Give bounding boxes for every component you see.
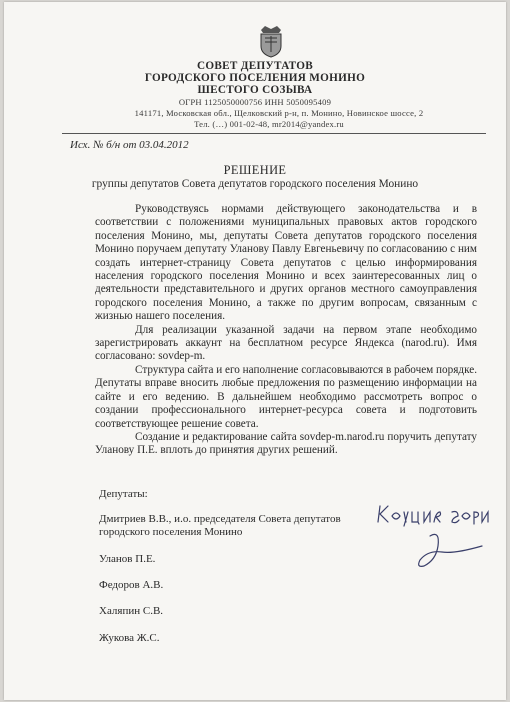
document-body	[95, 203, 477, 458]
signatory: Жукова Ж.С.	[99, 632, 160, 644]
signatory: Федоров А.В.	[99, 579, 164, 591]
postal-address: 141171, Московская обл., Щелковский р-н, п. Монино, Новинское шоссе, 2	[134, 108, 424, 118]
signatory: Халяпин С.В.	[99, 605, 164, 617]
contacts: Тел. (…) 001-02-48, mr2014@yandex.ru	[194, 119, 344, 129]
council-name: СОВЕТ ДЕПУТАТОВ	[196, 60, 313, 72]
document-title: РЕШЕНИЕ	[223, 163, 287, 177]
signatory: Уланов П.Е.	[99, 553, 156, 565]
settlement-name: ГОРОДСКОГО ПОСЕЛЕНИЯ МОНИНО	[144, 72, 366, 84]
registration-ids: ОГРН 1125050000756 ИНН 5050095409	[178, 97, 332, 107]
paragraph: Для реализации указанной задачи на первом этапе необходимо зарегистрировать аккаунт на бесплатном ресурсе Яндекса (narod.ru). Имя согласовано: sovdep-m.	[95, 323, 477, 363]
signatory: Дмитриев В.В., и.о. председателя Совета депутатов городского поселения Монино	[99, 513, 341, 539]
document-subtitle: группы депутатов Совета депутатов городского поселения Монино	[91, 178, 419, 190]
header-divider	[62, 133, 486, 134]
paragraph: Руководствуясь нормами действующего законодательства и в соответствии с положениями муниципальных правовых актов городского поселения Монино, мы, депутаты Совета депутатов городского поселения Монино поручаем депутату Уланову Павлу Евгеньевичу по согласованию с ним создать интернет-страницу Совета депутатов с целью информирования населения городского поселения Монино и всех заинтересованных лиц о деятельности представительного и других органов местного самоуправления городского поселения Монино, а также по другим вопросам, связанным с жизнью нашего поселения.	[95, 203, 477, 323]
paragraph: Создание и редактирование сайта sovdep-m.narod.ru поручить депутату Уланову П.Е. вплоть до принятия других решений.	[95, 430, 477, 457]
handwritten-certification-signature	[372, 500, 496, 578]
outgoing-reference: Исх. № б/н от 03.04.2012	[70, 139, 189, 151]
convocation: ШЕСТОГО СОЗЫВА	[197, 84, 313, 96]
document-page	[4, 2, 506, 700]
signatures-label: Депутаты:	[99, 488, 148, 500]
coat-of-arms-icon	[257, 24, 285, 58]
paragraph: Структура сайта и его наполнение согласовываются в рабочем порядке. Депутаты вправе вносить любые предложения по размещению информации на сайте и его ведению. В дальнейшем необходимо рассмотреть вопрос о создании профессионального интернет-ресурса совета и подготовить соответствующее решение совета.	[95, 363, 477, 430]
